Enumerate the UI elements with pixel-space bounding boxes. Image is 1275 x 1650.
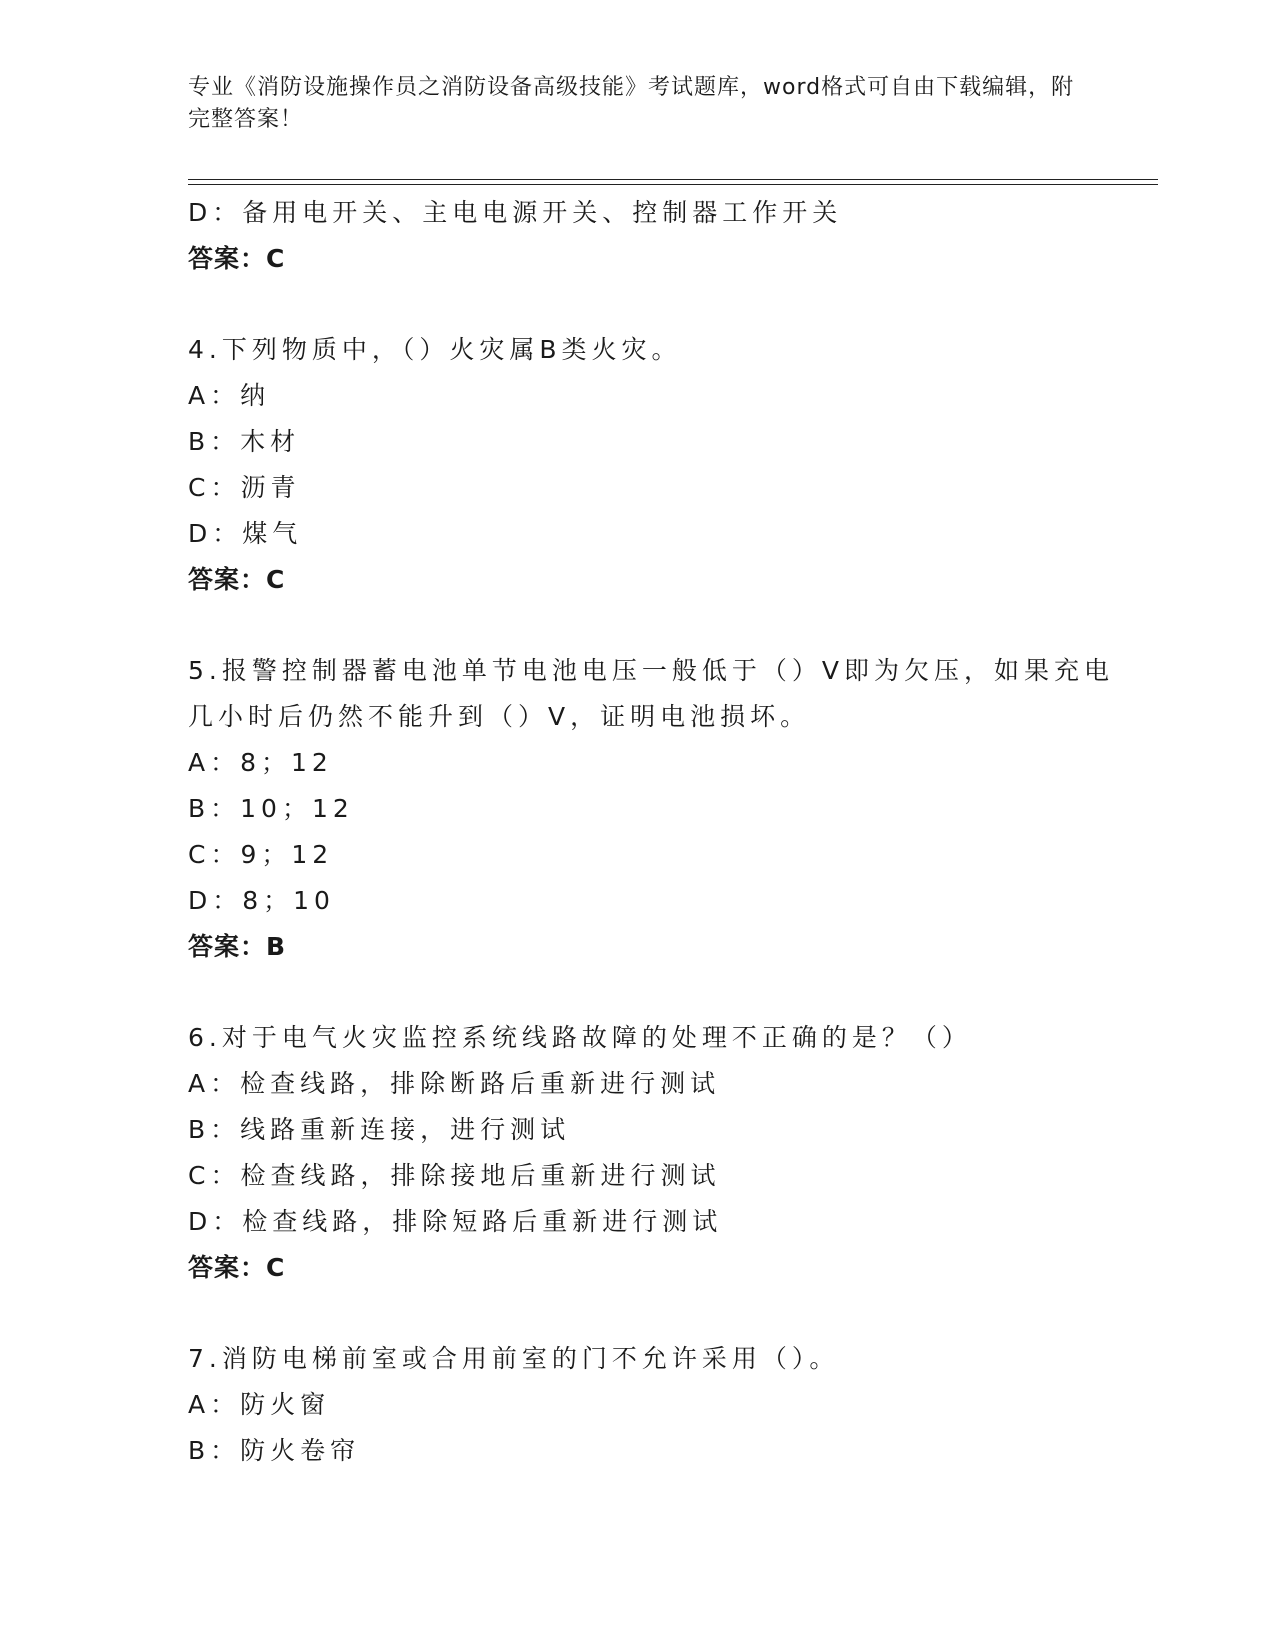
option-d: D：8；10 — [188, 886, 335, 915]
question-5 — [188, 648, 1148, 970]
question-4 — [188, 327, 1148, 603]
option-b: B：木材 — [188, 427, 301, 456]
question-stem: 7.消防电梯前室或合用前室的门不允许采用（）。 — [188, 1344, 840, 1373]
answer: 答案：C — [188, 244, 286, 273]
option-a: A：防火窗 — [188, 1390, 331, 1419]
question-list — [188, 190, 1148, 1474]
option-b: B：线路重新连接，进行测试 — [188, 1115, 571, 1144]
option-c: C：沥青 — [188, 473, 301, 502]
question-stem-line-1: 5.报警控制器蓄电池单节电池电压一般低于（）V即为欠压，如果充电 — [188, 656, 1114, 685]
answer: 答案：C — [188, 1253, 286, 1282]
header-divider-bottom — [188, 184, 1158, 185]
question-6 — [188, 1015, 1148, 1291]
option-a: A：检查线路，排除断路后重新进行测试 — [188, 1069, 721, 1098]
question-stem: 4.下列物质中，（）火灾属B类火灾。 — [188, 335, 682, 364]
option-d: D：煤气 — [188, 519, 303, 548]
option-c: C：检查线路，排除接地后重新进行测试 — [188, 1161, 721, 1190]
question-stem: 6.对于电气火灾监控系统线路故障的处理不正确的是？（） — [188, 1023, 972, 1052]
question-3-continued — [188, 190, 1148, 282]
option-b: B：10；12 — [188, 794, 354, 823]
question-stem-line-2: 几小时后仍然不能升到（）V，证明电池损坏。 — [188, 702, 811, 731]
document-header: 专业《消防设施操作员之消防设备高级技能》考试题库，word格式可自由下载编辑，附完整答案！ — [188, 75, 1075, 132]
header-divider-top — [188, 179, 1158, 180]
option-a: A：纳 — [188, 381, 271, 410]
question-7 — [188, 1336, 1148, 1474]
answer: 答案：B — [188, 932, 287, 961]
answer: 答案：C — [188, 565, 286, 594]
option-a: A：8；12 — [188, 748, 333, 777]
option-d: D：检查线路，排除短路后重新进行测试 — [188, 1207, 723, 1236]
option-d: D：备用电开关、主电电源开关、控制器工作开关 — [188, 198, 843, 227]
option-c: C：9；12 — [188, 840, 334, 869]
option-b: B：防火卷帘 — [188, 1436, 361, 1465]
